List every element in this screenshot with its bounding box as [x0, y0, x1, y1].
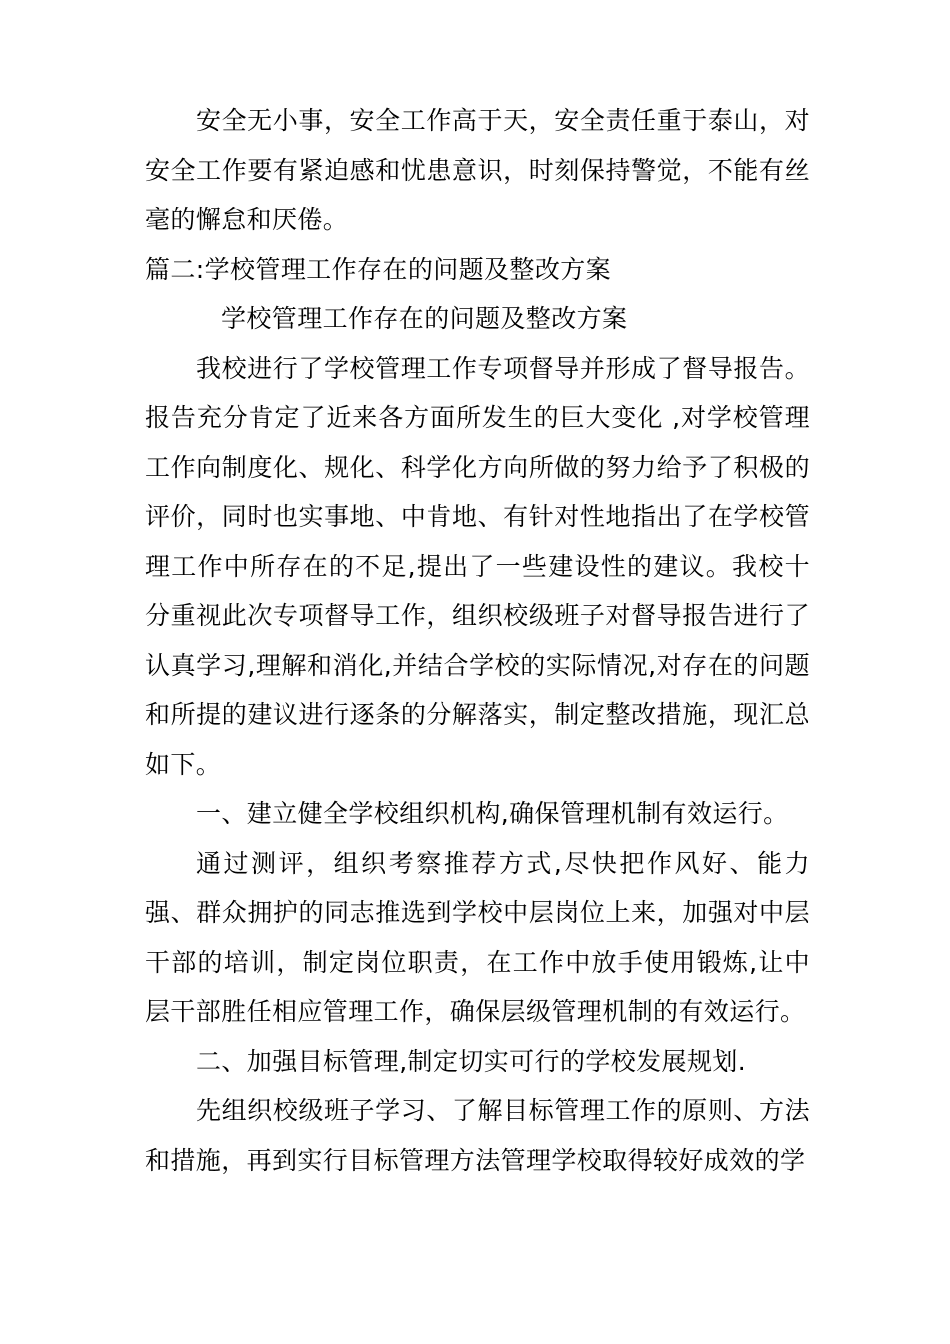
paragraph-safety-conclusion: 安全无小事，安全工作高于天，安全责任重于泰山，对安全工作要有紧迫感和忧患意识，时刻保持警觉，不能有丝毫的懈怠和厌倦。: [145, 106, 810, 234]
paragraph-introduction: 我校进行了学校管理工作专项督导并形成了督导报告。报告充分肯定了近来各方面所发生的巨大变化 ,对学校管理工作向制度化、规化、科学化方向所做的努力给予了积极的评价，同时也实事地、中肯地、有针对性地指出了在学校管理工作中所存在的不足,提出了一些建设性的建议。我校十分重视此次专项督导工作，组织校级班子对督导报告进行了认真学习,理解和消化,并结合学校的实际情况,对存在的问题和所提的建议进行逐条的分解落实，制定整改措施，现汇总如下。: [145, 353, 810, 779]
paragraph-point-one-heading: 一、建立健全学校组织机构,确保管理机制有效运行。: [196, 799, 789, 828]
document-body: [145, 96, 810, 1185]
document-title: 学校管理工作存在的问题及整改方案: [221, 304, 628, 333]
paragraph-point-one-body: 通过测评，组织考察推荐方式,尽快把作风好、能力强、群众拥护的同志推选到学校中层岗位上来，加强对中层干部的培训，制定岗位职责，在工作中放手使用锻炼,让中层干部胜任相应管理工作，确保层级管理机制的有效运行。: [145, 848, 810, 1026]
paragraph-point-two-heading: 二、加强目标管理,制定切实可行的学校发展规划.: [196, 1046, 747, 1076]
section-heading: 篇二:学校管理工作存在的问题及整改方案: [145, 254, 612, 284]
paragraph-point-two-body: 先组织校级班子学习、了解目标管理工作的原则、方法和措施，再到实行目标管理方法管理学校取得较好成效的学: [145, 1096, 810, 1175]
